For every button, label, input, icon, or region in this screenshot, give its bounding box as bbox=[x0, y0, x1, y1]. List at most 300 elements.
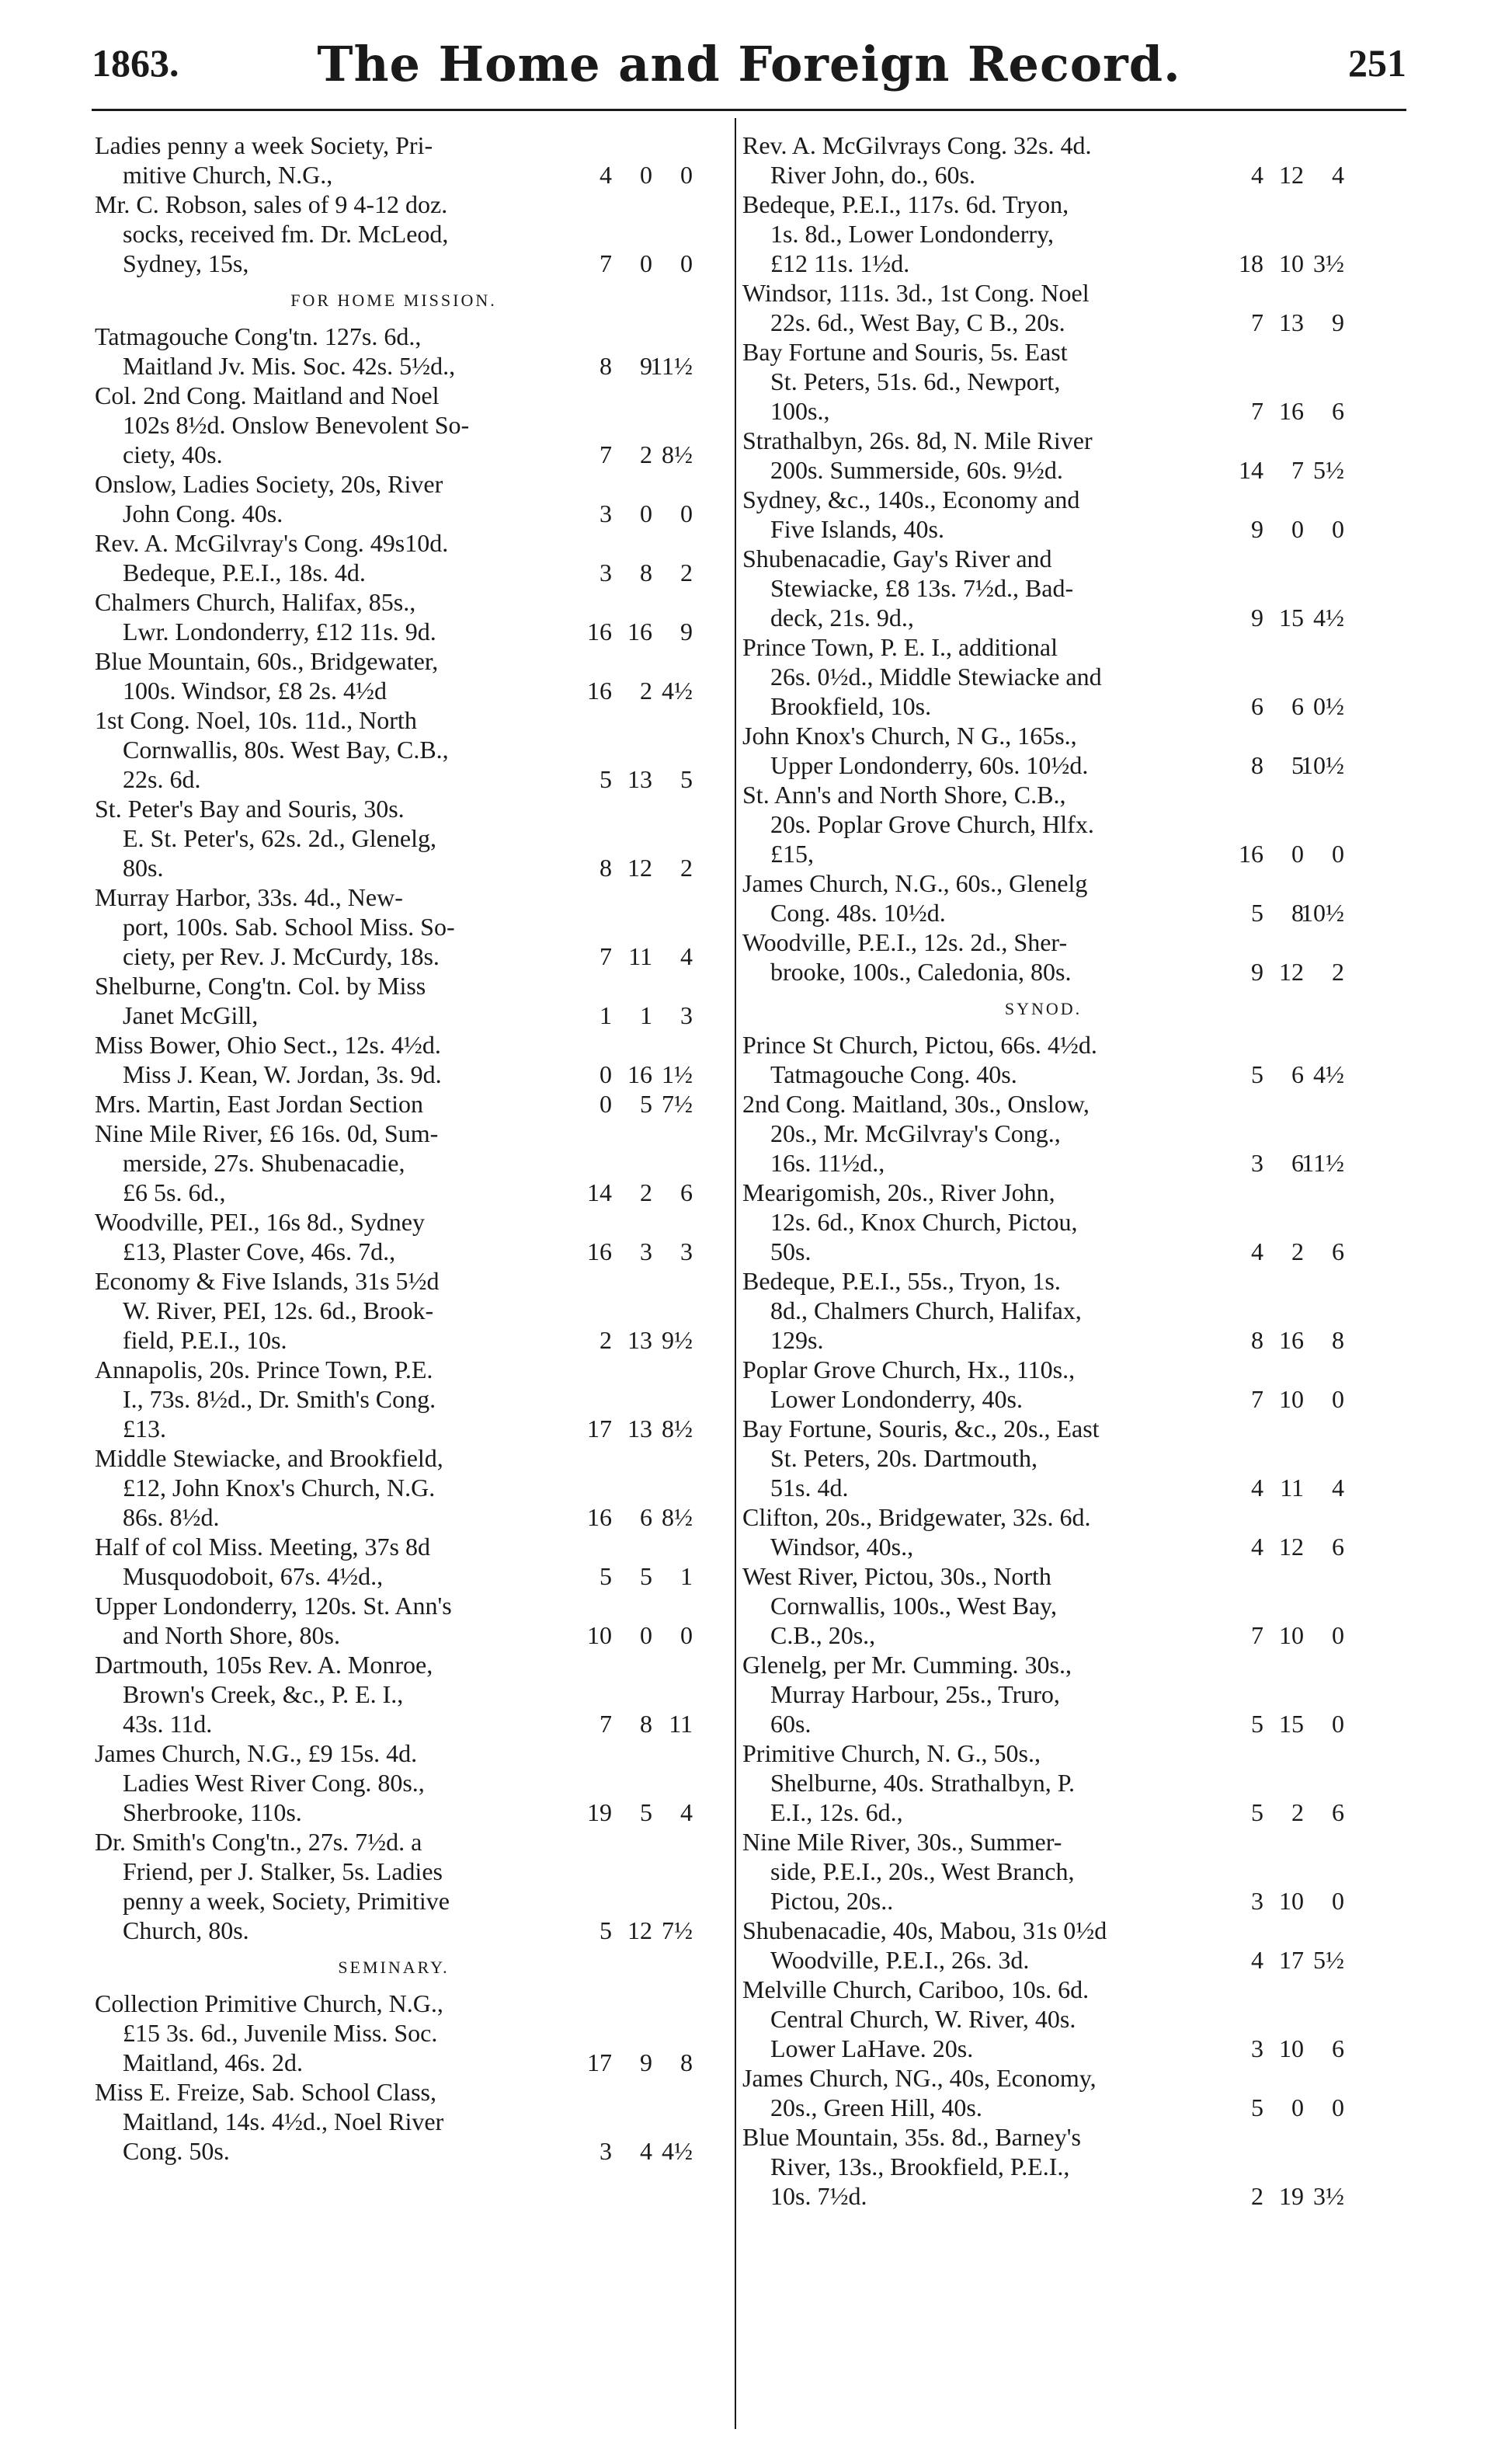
amount-pence: 2 bbox=[680, 559, 693, 586]
ledger-entry bbox=[742, 544, 1344, 632]
ledger-entry bbox=[95, 1738, 693, 1827]
ledger-entry bbox=[95, 1207, 693, 1266]
amount-shillings: 13 bbox=[1279, 308, 1304, 336]
right-column bbox=[742, 131, 1344, 2211]
ledger-entry bbox=[742, 1916, 1344, 1975]
entry-line: Nine Mile River, £6 16s. 0d, Sum- bbox=[95, 1119, 439, 1147]
amount-pounds: 6 bbox=[1251, 692, 1263, 720]
entry-line: Col. 2nd Cong. Maitland and Noel bbox=[95, 381, 440, 409]
ledger-entry bbox=[95, 1119, 693, 1207]
entry-line: £13, Plaster Cove, 46s. 7d., bbox=[123, 1237, 396, 1265]
entry-line: River John, do., 60s. bbox=[770, 161, 975, 189]
amount-shillings: 2 bbox=[640, 677, 652, 705]
entry-line: 10s. 7½d. bbox=[770, 2182, 867, 2210]
amount-shillings: 8 bbox=[640, 559, 652, 586]
entry-line: field, P.E.I., 10s. bbox=[123, 1326, 287, 1354]
amount-pounds: 7 bbox=[600, 249, 612, 277]
ledger-entry bbox=[95, 1827, 693, 1945]
amount-pounds: 5 bbox=[1251, 1798, 1263, 1826]
amount-pounds: 19 bbox=[587, 1798, 612, 1826]
amount-shillings: 12 bbox=[1279, 1533, 1304, 1561]
amount-shillings: 11 bbox=[1280, 1474, 1304, 1502]
entry-line: £12 11s. 1½d. bbox=[770, 249, 910, 277]
ledger-entry bbox=[742, 1178, 1344, 1266]
ledger-entry bbox=[742, 1414, 1344, 1502]
amount-pence: 11½ bbox=[1302, 1149, 1344, 1177]
amount-pence: 9 bbox=[1332, 308, 1344, 336]
amount-pounds: 2 bbox=[600, 1326, 612, 1354]
amount-pence: 0 bbox=[1332, 1710, 1344, 1738]
amount-pence: 6 bbox=[1332, 2034, 1344, 2062]
entry-line: Cong. 50s. bbox=[123, 2137, 230, 2165]
amount-pence: 6 bbox=[1332, 1533, 1344, 1561]
entry-line: Mrs. Martin, East Jordan Section bbox=[95, 1090, 424, 1118]
amount-shillings: 5 bbox=[640, 1562, 652, 1590]
entry-line: Nine Mile River, 30s., Summer- bbox=[742, 1828, 1062, 1856]
entry-line: Janet McGill, bbox=[123, 1001, 259, 1029]
amount-pounds: 16 bbox=[587, 618, 612, 646]
ledger-entry bbox=[95, 469, 693, 528]
amount-pence: 3½ bbox=[1313, 2182, 1344, 2210]
amount-pence: 0 bbox=[1332, 1887, 1344, 1915]
ledger-entry bbox=[742, 1030, 1344, 1089]
header-title: The Home and Foreign Record. bbox=[317, 36, 1181, 92]
entry-line: Woodville, P.E.I., 26s. 3d. bbox=[770, 1946, 1030, 1974]
entry-line: Shubenacadie, 40s, Mabou, 31s 0½d bbox=[742, 1916, 1107, 1944]
amount-pence: 9½ bbox=[662, 1326, 693, 1354]
amount-shillings: 16 bbox=[627, 1060, 652, 1088]
entry-line: W. River, PEI, 12s. 6d., Brook- bbox=[123, 1296, 434, 1324]
entry-line: Dartmouth, 105s Rev. A. Monroe, bbox=[95, 1651, 433, 1679]
entry-line: 50s. bbox=[770, 1237, 812, 1265]
amount-pence: 0 bbox=[680, 249, 693, 277]
entry-line: John Cong. 40s. bbox=[123, 499, 283, 527]
entry-line: Cong. 48s. 10½d. bbox=[770, 899, 946, 927]
amount-pence: 2 bbox=[1332, 958, 1344, 986]
entry-line: Onslow, Ladies Society, 20s, River bbox=[95, 470, 443, 498]
amount-pounds: 2 bbox=[1251, 2182, 1263, 2210]
amount-pence: 3 bbox=[680, 1237, 693, 1265]
amount-pence: 9 bbox=[680, 618, 693, 646]
entry-line: ciety, 40s. bbox=[123, 440, 223, 468]
amount-shillings: 15 bbox=[1279, 1710, 1304, 1738]
entry-line: Rev. A. McGilvray's Cong. 49s10d. bbox=[95, 529, 449, 557]
amount-pence: 0 bbox=[680, 161, 693, 189]
entry-line: Middle Stewiacke, and Brookfield, bbox=[95, 1444, 443, 1472]
entry-line: James Church, NG., 40s, Economy, bbox=[742, 2064, 1097, 2092]
entry-line: 200s. Summerside, 60s. 9½d. bbox=[770, 456, 1063, 484]
amount-pounds: 16 bbox=[587, 1503, 612, 1531]
amount-pence: 8½ bbox=[662, 1415, 693, 1443]
amount-pence: 10½ bbox=[1301, 899, 1344, 927]
ledger-entry bbox=[95, 131, 693, 190]
header-year: 1863. bbox=[92, 41, 179, 85]
entry-line: merside, 27s. Shubenacadie, bbox=[123, 1149, 405, 1177]
entry-line: Miss J. Kean, W. Jordan, 3s. 9d. bbox=[123, 1060, 442, 1088]
amount-shillings: 10 bbox=[1279, 1887, 1304, 1915]
ledger-entry bbox=[742, 426, 1344, 485]
amount-pence: 4½ bbox=[662, 2137, 693, 2165]
entry-line: Miss Bower, Ohio Sect., 12s. 4½d. bbox=[95, 1031, 441, 1059]
amount-pence: 0 bbox=[680, 1621, 693, 1649]
entry-line: Maitland, 46s. 2d. bbox=[123, 2048, 303, 2076]
amount-pence: 1 bbox=[680, 1562, 693, 1590]
amount-pounds: 18 bbox=[1239, 249, 1263, 277]
amount-pounds: 8 bbox=[1251, 1326, 1263, 1354]
entry-line: 1s. 8d., Lower Londonderry, bbox=[770, 220, 1054, 248]
ledger-entry bbox=[742, 1650, 1344, 1738]
ledger-entry bbox=[742, 2122, 1344, 2211]
ledger-entry bbox=[742, 1561, 1344, 1650]
entry-line: Shelburne, Cong'tn. Col. by Miss bbox=[95, 972, 426, 1000]
amount-shillings: 19 bbox=[1279, 2182, 1304, 2210]
entry-line: Woodville, PEI., 16s 8d., Sydney bbox=[95, 1208, 425, 1236]
entry-line: Bedeque, P.E.I., 117s. 6d. Tryon, bbox=[742, 190, 1069, 218]
amount-pounds: 17 bbox=[587, 1415, 612, 1443]
entry-line: E. St. Peter's, 62s. 2d., Glenelg, bbox=[123, 824, 436, 852]
amount-shillings: 11 bbox=[628, 942, 652, 970]
amount-pounds: 4 bbox=[600, 161, 612, 189]
section-heading: FOR HOME MISSION. bbox=[290, 291, 497, 310]
ledger-entry bbox=[95, 2077, 693, 2166]
amount-pounds: 9 bbox=[1251, 604, 1263, 632]
amount-shillings: 4 bbox=[640, 2137, 652, 2165]
entry-line: Tatmagouche Cong. 40s. bbox=[770, 1060, 1017, 1088]
amount-pounds: 8 bbox=[600, 352, 612, 380]
entry-line: Woodville, P.E.I., 12s. 2d., Sher- bbox=[742, 928, 1068, 956]
entry-line: 22s. 6d., West Bay, C B., 20s. bbox=[770, 308, 1065, 336]
entry-line: 100s., bbox=[770, 397, 830, 425]
ledger-entry bbox=[95, 1266, 693, 1355]
amount-pounds: 3 bbox=[600, 559, 612, 586]
amount-shillings: 16 bbox=[1279, 397, 1304, 425]
header-rule bbox=[92, 109, 1406, 111]
entry-line: 22s. 6d. bbox=[123, 765, 201, 793]
amount-shillings: 5 bbox=[1291, 751, 1304, 779]
amount-shillings: 0 bbox=[1291, 515, 1304, 543]
entry-line: Collection Primitive Church, N.G., bbox=[95, 1989, 443, 2017]
entry-line: Prince Town, P. E. I., additional bbox=[742, 633, 1058, 661]
entry-line: St. Peter's Bay and Souris, 30s. bbox=[95, 795, 405, 823]
amount-shillings: 16 bbox=[1279, 1326, 1304, 1354]
ledger-entry bbox=[742, 485, 1344, 544]
amount-pounds: 7 bbox=[1251, 1621, 1263, 1649]
amount-shillings: 0 bbox=[640, 249, 652, 277]
amount-pounds: 1 bbox=[600, 1001, 612, 1029]
amount-pence: 4 bbox=[680, 942, 693, 970]
entry-line: C.B., 20s., bbox=[770, 1621, 876, 1649]
amount-pounds: 17 bbox=[587, 2048, 612, 2076]
entry-line: Sydney, &c., 140s., Economy and bbox=[742, 485, 1080, 513]
amount-pence: 0 bbox=[1332, 1385, 1344, 1413]
ledger-entry bbox=[95, 1443, 693, 1532]
amount-shillings: 15 bbox=[1279, 604, 1304, 632]
ledger-entry bbox=[742, 632, 1344, 721]
entry-line: £15 3s. 6d., Juvenile Miss. Soc. bbox=[123, 2019, 438, 2047]
left-column bbox=[95, 131, 693, 2166]
entry-line: 2nd Cong. Maitland, 30s., Onslow, bbox=[742, 1090, 1090, 1118]
amount-pence: 11½ bbox=[650, 352, 693, 380]
amount-pence: 4 bbox=[680, 1798, 693, 1826]
amount-pence: 0½ bbox=[1313, 692, 1344, 720]
entry-line: St. Peters, 51s. 6d., Newport, bbox=[770, 367, 1061, 395]
amount-pounds: 3 bbox=[600, 499, 612, 527]
ledger-entry bbox=[95, 1089, 693, 1119]
ledger-entry bbox=[95, 971, 693, 1030]
amount-pounds: 5 bbox=[600, 1562, 612, 1590]
amount-pounds: 3 bbox=[600, 2137, 612, 2165]
amount-pence: 11 bbox=[669, 1710, 693, 1738]
entry-line: Friend, per J. Stalker, 5s. Ladies bbox=[123, 1857, 443, 1885]
amount-shillings: 6 bbox=[640, 1503, 652, 1531]
entry-line: Economy & Five Islands, 31s 5½d bbox=[95, 1267, 440, 1295]
amount-pounds: 4 bbox=[1251, 161, 1263, 189]
ledger-entry bbox=[742, 927, 1344, 987]
amount-pounds: 10 bbox=[587, 1621, 612, 1649]
entry-line: Murray Harbor, 33s. 4d., New- bbox=[95, 883, 403, 911]
amount-pence: 0 bbox=[1332, 515, 1344, 543]
ledger-entry bbox=[742, 1266, 1344, 1355]
amount-shillings: 12 bbox=[627, 1916, 652, 1944]
amount-shillings: 6 bbox=[1291, 692, 1304, 720]
ledger-entry bbox=[95, 705, 693, 794]
entry-line: Sydney, 15s, bbox=[123, 249, 249, 277]
amount-pence: 0 bbox=[1332, 840, 1344, 868]
entry-line: Annapolis, 20s. Prince Town, P.E. bbox=[95, 1356, 433, 1383]
section-heading: SEMINARY. bbox=[338, 1958, 450, 1977]
amount-pounds: 4 bbox=[1251, 1946, 1263, 1974]
entry-line: deck, 21s. 9d., bbox=[770, 604, 914, 632]
ledger-entry bbox=[95, 528, 693, 587]
amount-pounds: 5 bbox=[600, 765, 612, 793]
amount-shillings: 2 bbox=[640, 440, 652, 468]
amount-shillings: 0 bbox=[640, 499, 652, 527]
amount-pounds: 7 bbox=[600, 942, 612, 970]
ledger-entry bbox=[742, 1355, 1344, 1414]
ledger-entry bbox=[742, 780, 1344, 868]
amount-pounds: 7 bbox=[600, 1710, 612, 1738]
amount-pounds: 7 bbox=[1251, 1385, 1263, 1413]
entry-line: Chalmers Church, Halifax, 85s., bbox=[95, 588, 416, 616]
entry-line: Bedeque, P.E.I., 18s. 4d. bbox=[123, 559, 366, 586]
page-header bbox=[92, 36, 1406, 110]
entry-line: Upper Londonderry, 60s. 10½d. bbox=[770, 751, 1089, 779]
ledger-entry bbox=[95, 1532, 693, 1591]
entry-line: Shubenacadie, Gay's River and bbox=[742, 545, 1052, 572]
amount-pounds: 4 bbox=[1251, 1474, 1263, 1502]
amount-pounds: 5 bbox=[1251, 1060, 1263, 1088]
amount-pounds: 3 bbox=[1251, 1887, 1263, 1915]
amount-pounds: 0 bbox=[600, 1090, 612, 1118]
entry-line: Poplar Grove Church, Hx., 110s., bbox=[742, 1356, 1076, 1383]
entry-line: Blue Mountain, 60s., Bridgewater, bbox=[95, 647, 439, 675]
entry-line: Sherbrooke, 110s. bbox=[123, 1798, 302, 1826]
entry-line: Half of col Miss. Meeting, 37s 8d bbox=[95, 1533, 430, 1561]
amount-pounds: 0 bbox=[600, 1060, 612, 1088]
ledger-entry bbox=[742, 131, 1344, 190]
amount-pence: 0 bbox=[680, 499, 693, 527]
entry-line: penny a week, Society, Primitive bbox=[123, 1887, 450, 1915]
entry-line: Stewiacke, £8 13s. 7½d., Bad- bbox=[770, 574, 1074, 602]
entry-line: socks, received fm. Dr. McLeod, bbox=[123, 220, 449, 248]
entry-line: 8d., Chalmers Church, Halifax, bbox=[770, 1296, 1082, 1324]
amount-shillings: 10 bbox=[1279, 249, 1304, 277]
amount-shillings: 0 bbox=[1291, 840, 1304, 868]
amount-shillings: 13 bbox=[627, 1415, 652, 1443]
ledger-entry bbox=[95, 1591, 693, 1650]
amount-pence: 3 bbox=[680, 1001, 693, 1029]
amount-pence: 8 bbox=[680, 2048, 693, 2076]
amount-pence: 8½ bbox=[662, 1503, 693, 1531]
ledger-entry bbox=[742, 1502, 1344, 1561]
amount-shillings: 2 bbox=[640, 1178, 652, 1206]
ledger-entry bbox=[95, 646, 693, 705]
ledger-entry bbox=[742, 278, 1344, 337]
amount-pence: 4½ bbox=[1313, 1060, 1344, 1088]
amount-shillings: 3 bbox=[640, 1237, 652, 1265]
ledger-entry bbox=[95, 1650, 693, 1738]
entry-line: 1st Cong. Noel, 10s. 11d., North bbox=[95, 706, 417, 734]
entry-line: Windsor, 111s. 3d., 1st Cong. Noel bbox=[742, 279, 1090, 307]
amount-pence: 4½ bbox=[662, 677, 693, 705]
amount-shillings: 6 bbox=[1291, 1149, 1304, 1177]
entry-line: St. Peters, 20s. Dartmouth, bbox=[770, 1444, 1037, 1472]
entry-line: £15, bbox=[770, 840, 814, 868]
entry-line: Musquodoboit, 67s. 4½d., bbox=[123, 1562, 384, 1590]
amount-pounds: 14 bbox=[587, 1178, 612, 1206]
ledger-entry bbox=[742, 2063, 1344, 2122]
entry-line: E.I., 12s. 6d., bbox=[770, 1798, 903, 1826]
entry-line: Maitland, 14s. 4½d., Noel River bbox=[123, 2107, 444, 2135]
entry-line: £13. bbox=[123, 1415, 166, 1443]
entry-line: Melville Church, Cariboo, 10s. 6d. bbox=[742, 1975, 1090, 2003]
amount-pounds: 16 bbox=[1239, 840, 1263, 868]
amount-shillings: 0 bbox=[640, 161, 652, 189]
entry-line: Upper Londonderry, 120s. St. Ann's bbox=[95, 1592, 452, 1620]
ledger-entry bbox=[742, 721, 1344, 780]
entry-line: River, 13s., Brookfield, P.E.I., bbox=[770, 2153, 1070, 2180]
amount-pounds: 5 bbox=[600, 1916, 612, 1944]
amount-shillings: 12 bbox=[1279, 161, 1304, 189]
ledger-entry bbox=[742, 190, 1344, 278]
amount-pounds: 4 bbox=[1251, 1237, 1263, 1265]
amount-pence: 5 bbox=[680, 765, 693, 793]
entry-line: Bedeque, P.E.I., 55s., Tryon, 1s. bbox=[742, 1267, 1061, 1295]
entry-line: I., 73s. 8½d., Dr. Smith's Cong. bbox=[123, 1385, 436, 1413]
amount-pounds: 8 bbox=[1251, 751, 1263, 779]
entry-line: 51s. 4d. bbox=[770, 1474, 849, 1502]
amount-pounds: 3 bbox=[1251, 2034, 1263, 2062]
entry-line: £12, John Knox's Church, N.G. bbox=[123, 1474, 436, 1502]
amount-pounds: 7 bbox=[1251, 397, 1263, 425]
entry-line: John Knox's Church, N G., 165s., bbox=[742, 722, 1077, 750]
amount-shillings: 2 bbox=[1291, 1798, 1304, 1826]
entry-line: 16s. 11½d., bbox=[770, 1149, 885, 1177]
entry-line: brooke, 100s., Caledonia, 80s. bbox=[770, 958, 1072, 986]
amount-pounds: 4 bbox=[1251, 1533, 1263, 1561]
amount-pence: 4 bbox=[1332, 161, 1344, 189]
entry-line: 100s. Windsor, £8 2s. 4½d bbox=[123, 677, 387, 705]
entry-line: St. Ann's and North Shore, C.B., bbox=[742, 781, 1066, 809]
ledger-entry bbox=[95, 1355, 693, 1443]
amount-pounds: 16 bbox=[587, 1237, 612, 1265]
entry-line: Windsor, 40s., bbox=[770, 1533, 914, 1561]
ledger-entry bbox=[95, 190, 693, 278]
amount-pence: 8½ bbox=[662, 440, 693, 468]
amount-pence: 10½ bbox=[1301, 751, 1344, 779]
amount-shillings: 7 bbox=[1291, 456, 1304, 484]
amount-pence: 6 bbox=[1332, 1798, 1344, 1826]
amount-pounds: 5 bbox=[1251, 2093, 1263, 2121]
amount-shillings: 5 bbox=[640, 1090, 652, 1118]
entry-line: Central Church, W. River, 40s. bbox=[770, 2005, 1076, 2033]
entry-line: Dr. Smith's Cong'tn., 27s. 7½d. a bbox=[95, 1828, 422, 1856]
entry-line: Ladies penny a week Society, Pri- bbox=[95, 131, 433, 159]
ledger-entry bbox=[95, 381, 693, 469]
amount-shillings: 0 bbox=[1291, 2093, 1304, 2121]
amount-pence: 5½ bbox=[1313, 1946, 1344, 1974]
entry-line: side, P.E.I., 20s., West Branch, bbox=[770, 1857, 1075, 1885]
amount-pence: 0 bbox=[1332, 1621, 1344, 1649]
entry-line: James Church, N.G., £9 15s. 4d. bbox=[95, 1739, 418, 1767]
amount-pounds: 5 bbox=[1251, 899, 1263, 927]
amount-shillings: 10 bbox=[1279, 1621, 1304, 1649]
entry-line: Pictou, 20s.. bbox=[770, 1887, 894, 1915]
ledger-entry bbox=[742, 1738, 1344, 1827]
entry-line: West River, Pictou, 30s., North bbox=[742, 1562, 1051, 1590]
entry-line: Strathalbyn, 26s. 8d, N. Mile River bbox=[742, 426, 1093, 454]
amount-shillings: 13 bbox=[627, 1326, 652, 1354]
entry-line: Lower Londonderry, 40s. bbox=[770, 1385, 1023, 1413]
entry-line: 102s 8½d. Onslow Benevolent So- bbox=[123, 411, 470, 439]
section-heading: SYNOD. bbox=[1004, 999, 1083, 1018]
entry-line: Blue Mountain, 35s. 8d., Barney's bbox=[742, 2123, 1081, 2151]
amount-pence: 4½ bbox=[1313, 604, 1344, 632]
entry-line: Shelburne, 40s. Strathalbyn, P. bbox=[770, 1769, 1075, 1797]
entry-line: 20s., Mr. McGilvray's Cong., bbox=[770, 1119, 1061, 1147]
amount-shillings: 8 bbox=[640, 1710, 652, 1738]
amount-pence: 7½ bbox=[662, 1090, 693, 1118]
ledger-entry bbox=[742, 1975, 1344, 2063]
entry-line: Cornwallis, 100s., West Bay, bbox=[770, 1592, 1057, 1620]
entry-line: Lower LaHave. 20s. bbox=[770, 2034, 974, 2062]
amount-shillings: 9 bbox=[640, 2048, 652, 2076]
amount-pounds: 3 bbox=[1251, 1149, 1263, 1177]
entry-line: 80s. bbox=[123, 854, 164, 882]
entry-line: Maitland Jv. Mis. Soc. 42s. 5½d., bbox=[123, 352, 456, 380]
entry-line: Murray Harbour, 25s., Truro, bbox=[770, 1680, 1060, 1708]
amount-shillings: 0 bbox=[640, 1621, 652, 1649]
ledger-entry bbox=[95, 322, 693, 381]
amount-pence: 5½ bbox=[1313, 456, 1344, 484]
entry-line: James Church, N.G., 60s., Glenelg bbox=[742, 869, 1088, 897]
entry-line: Cornwallis, 80s. West Bay, C.B., bbox=[123, 736, 449, 764]
amount-pence: 6 bbox=[680, 1178, 693, 1206]
entry-line: Mearigomish, 20s., River John, bbox=[742, 1178, 1055, 1206]
entry-line: Church, 80s. bbox=[123, 1916, 249, 1944]
entry-line: port, 100s. Sab. School Miss. So- bbox=[123, 913, 455, 941]
amount-pence: 2 bbox=[680, 854, 693, 882]
amount-pence: 4 bbox=[1332, 1474, 1344, 1502]
amount-pence: 3½ bbox=[1313, 249, 1344, 277]
amount-pounds: 5 bbox=[1251, 1710, 1263, 1738]
entry-line: Glenelg, per Mr. Cumming. 30s., bbox=[742, 1651, 1072, 1679]
entry-line: Lwr. Londonderry, £12 11s. 9d. bbox=[123, 618, 436, 646]
amount-pounds: 16 bbox=[587, 677, 612, 705]
entry-line: Brookfield, 10s. bbox=[770, 692, 932, 720]
entry-line: Brown's Creek, &c., P. E. I., bbox=[123, 1680, 404, 1708]
entry-line: Primitive Church, N. G., 50s., bbox=[742, 1739, 1041, 1767]
